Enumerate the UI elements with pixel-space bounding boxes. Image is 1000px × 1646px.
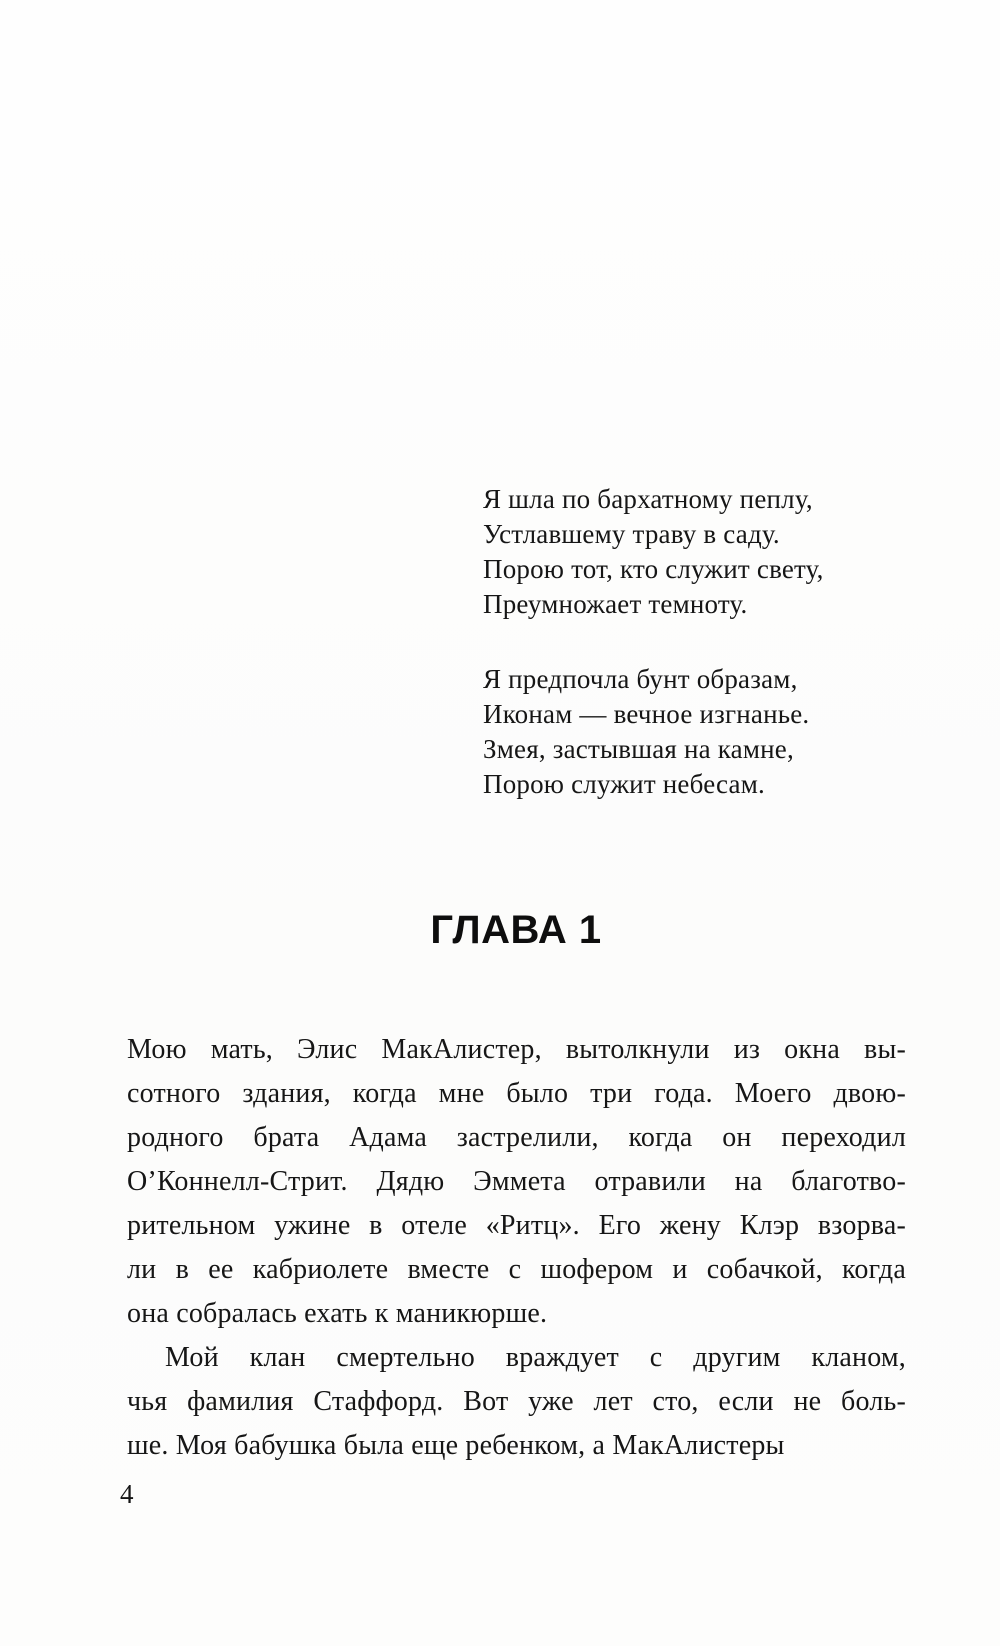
epigraph-stanza-2: [483, 662, 824, 802]
poem-line: Иконам — вечное изгнанье.: [483, 699, 810, 729]
poem-line: Я шла по бархатному пеплу,: [483, 484, 813, 514]
poem-line: Порою тот, кто служит свету,: [483, 554, 824, 584]
text-line: О’Коннелл-Стрит. Дядю Эммета отравили на благотво-: [127, 1166, 906, 1197]
epigraph: [483, 482, 824, 802]
paragraph: [127, 1028, 906, 1336]
epigraph-stanza-1: [483, 482, 824, 622]
paragraph: [127, 1336, 906, 1468]
text-line: рительном ужине в отеле «Ритц». Его жену Клэр взорва-: [127, 1210, 906, 1241]
chapter-title: ГЛАВА 1: [430, 908, 602, 952]
text-line: сотного здания, когда мне было три года. Моего двою-: [127, 1078, 906, 1109]
text-line: Мой клан смертельно враждует с другим кланом,: [165, 1342, 906, 1373]
text-line: родного брата Адама застрелили, когда он переходил: [127, 1122, 906, 1153]
poem-line: Порою служит небесам.: [483, 769, 765, 799]
body-text: [127, 1028, 906, 1468]
poem-line: Преумножает темноту.: [483, 589, 748, 619]
text-line: она собралась ехать к маникюрше.: [127, 1298, 548, 1329]
text-line: ше. Моя бабушка была еще ребенком, а МакАлистеры: [127, 1430, 785, 1461]
poem-line: Устлавшему траву в саду.: [483, 519, 780, 549]
page-number: 4: [120, 1479, 134, 1509]
poem-line: Змея, застывшая на камне,: [483, 734, 794, 764]
text-line: Мою мать, Элис МакАлистер, вытолкнули из окна вы-: [127, 1034, 906, 1065]
text-line: чья фамилия Стаффорд. Вот уже лет сто, если не боль-: [127, 1386, 906, 1417]
text-line: ли в ее кабриолете вместе с шофером и собачкой, когда: [127, 1254, 906, 1285]
poem-line: Я предпочла бунт образам,: [483, 664, 798, 694]
